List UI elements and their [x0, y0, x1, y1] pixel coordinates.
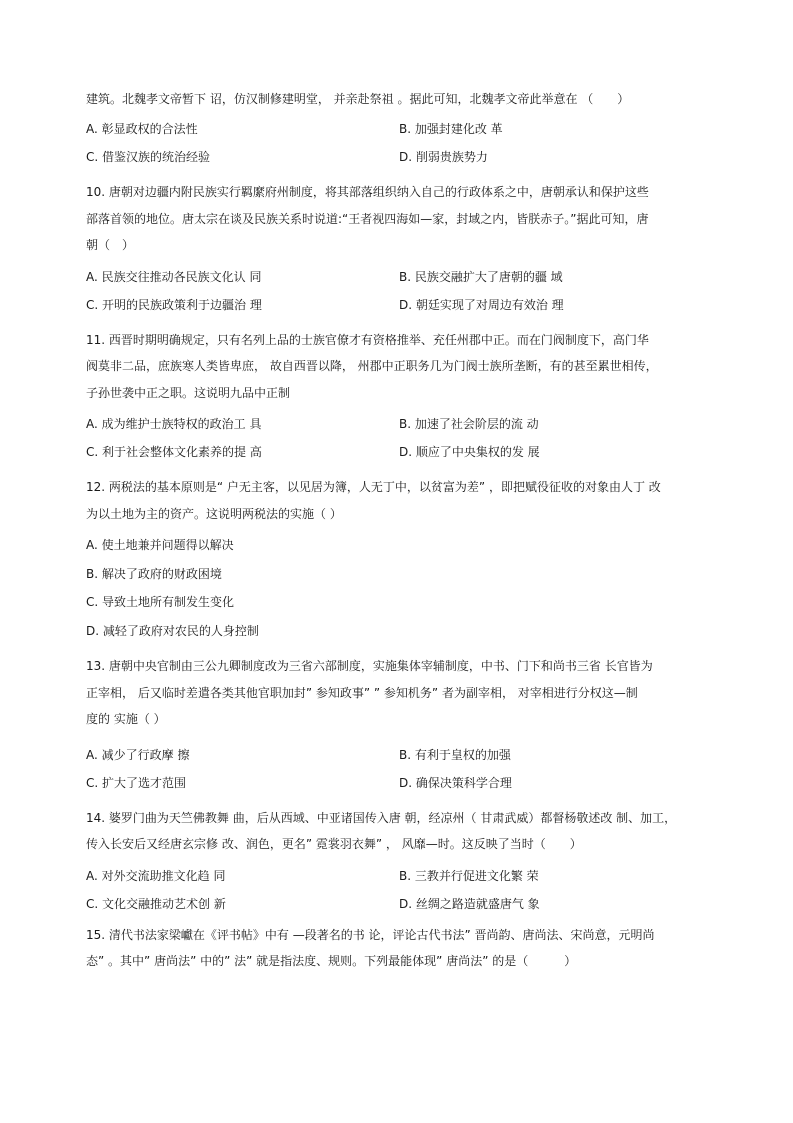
question-12	[86, 474, 726, 645]
question-stem-line: 12. 两税法的基本原则是“ 户无主客，以见居为簿，人无丁中，以贫富为差” ，即把赋役征收的对象由人丁 改	[86, 480, 661, 494]
exam-page	[86, 88, 726, 975]
option-row	[86, 862, 726, 890]
option-d[interactable]: D. 丝绸之路造就盛唐气 象	[399, 896, 540, 911]
question-10	[86, 179, 726, 319]
question-stem-line: 传入长安后又经唐玄宗修 改、润色，更名” 霓裳羽衣舞” ， 风靡—时。这反映了当时（ ）	[86, 837, 582, 851]
question-stem-line: 14. 婆罗门曲为天竺佛教舞 曲，后从西域、中亚诸国传入唐 朝，经凉州（ 甘肃武威）都督杨敬述改 制、加工，	[86, 810, 677, 825]
question-stem-line: 11. 西晋时期明确规定，只有名列上品的士族官僚才有资格推举、充任州郡中正。而在门阀制度下，高门华	[86, 332, 649, 347]
option-row	[86, 410, 726, 438]
option-c[interactable]: C. 利于社会整体文化素养的提 高	[86, 445, 262, 459]
option-b[interactable]: B. 解决了政府的财政困境	[86, 566, 222, 581]
option-row	[86, 769, 726, 797]
option-c[interactable]: C. 开明的民族政策利于边疆治 理	[86, 297, 262, 312]
option-d[interactable]: D. 减轻了政府对农民的人身控制	[86, 623, 259, 638]
option-d[interactable]: D. 确保决策科学合理	[399, 775, 512, 790]
option-a[interactable]: A. 成为维护士族特权的政治工 具	[86, 417, 262, 431]
question-stem-line: 13. 唐朝中央官制由三公九卿制度改为三省六部制度，实施集体宰辅制度，中书、门下和尚书三省 长官皆为	[86, 659, 653, 673]
option-row	[86, 291, 726, 319]
option-c[interactable]: C. 导致土地所有制发生变化	[86, 595, 235, 609]
question-stem-line: 15. 清代书法家梁巘在《评书帖》中有 —段著名的书 论，评论古代书法” 晋尚韵、唐尚法、宋尚意，元明尚	[86, 927, 655, 942]
option-c[interactable]: C. 文化交融推动艺术创 新	[86, 896, 226, 911]
option-b[interactable]: B. 加强封建化改 革	[399, 122, 503, 136]
option-b[interactable]: B. 三教并行促进文化繁 荣	[399, 868, 539, 883]
question-13	[86, 653, 726, 797]
question-9	[86, 88, 726, 171]
question-stem-line: 为以土地为主的资产。这说明两税法的实施（ ）	[86, 506, 342, 521]
option-b[interactable]: B. 加速了社会阶层的流 动	[399, 417, 539, 431]
option-a[interactable]: A. 对外交流助推文化趋 同	[86, 868, 226, 883]
question-14	[86, 805, 726, 918]
question-stem-line: 度的 实施（ ）	[86, 712, 166, 726]
question-stem-line: 10. 唐朝对边疆内附民族实行羁縻府州制度，将其部落组织纳入自己的行政体系之中，唐朝承认和保护这些	[86, 185, 649, 199]
option-a[interactable]: A. 民族交往推动各民族文化认 同	[86, 269, 262, 284]
option-a[interactable]: A. 使土地兼并问题得以解决	[86, 538, 234, 552]
question-15	[86, 922, 726, 975]
option-row	[86, 438, 726, 466]
question-stem-line: 阀莫非二品，庶族寒人类皆卑庶， 故自西晋以降， 州郡中正职务几为门阀士族所垄断，有的甚至累世相传，	[86, 359, 658, 373]
question-stem-line: 态” 。其中” 唐尚法” 中的” 法” 就是指法度、规则。下列最能体现” 唐尚法” 的是（ ）	[86, 954, 577, 968]
option-row	[86, 263, 726, 291]
question-11	[86, 327, 726, 467]
option-b[interactable]: B. 有利于皇权的加强	[399, 747, 511, 762]
option-row	[86, 890, 726, 918]
question-stem-line: 部落首领的地位。唐太宗在谈及民族关系时说道:“王者视四海如—家，封域之内，皆朕赤子。”据此可知，唐	[86, 211, 649, 226]
option-row	[86, 741, 726, 769]
option-row	[86, 143, 726, 171]
option-c[interactable]: C. 借鉴汉族的统治经验	[86, 150, 211, 164]
option-a[interactable]: A. 减少了行政摩 擦	[86, 747, 190, 762]
question-stem-line: 建筑。北魏孝文帝暂下 诏，仿汉制修建明堂， 并亲赴祭祖 。据此可知，北魏孝文帝此举意在 （ ）	[86, 92, 630, 106]
option-b[interactable]: B. 民族交融扩大了唐朝的疆 域	[399, 269, 563, 284]
option-d[interactable]: D. 顺应了中央集权的发 展	[399, 445, 540, 459]
question-stem-line: 朝（ ）	[86, 238, 135, 252]
question-stem-line: 正宰相， 后又临时差遣各类其他官职加封” 参知政事” ” 参知机务” 者为副宰相， 对宰相进行分权这—制	[86, 685, 638, 700]
option-c[interactable]: C. 扩大了选才范围	[86, 775, 187, 790]
option-d[interactable]: D. 削弱贵族势力	[399, 150, 488, 164]
option-row	[86, 115, 726, 143]
option-a[interactable]: A. 彰显政权的合法性	[86, 122, 198, 136]
option-d[interactable]: D. 朝廷实现了对周边有效治 理	[399, 297, 564, 312]
question-stem-line: 子孙世袭中正之职。这说明九品中正制	[86, 385, 291, 400]
